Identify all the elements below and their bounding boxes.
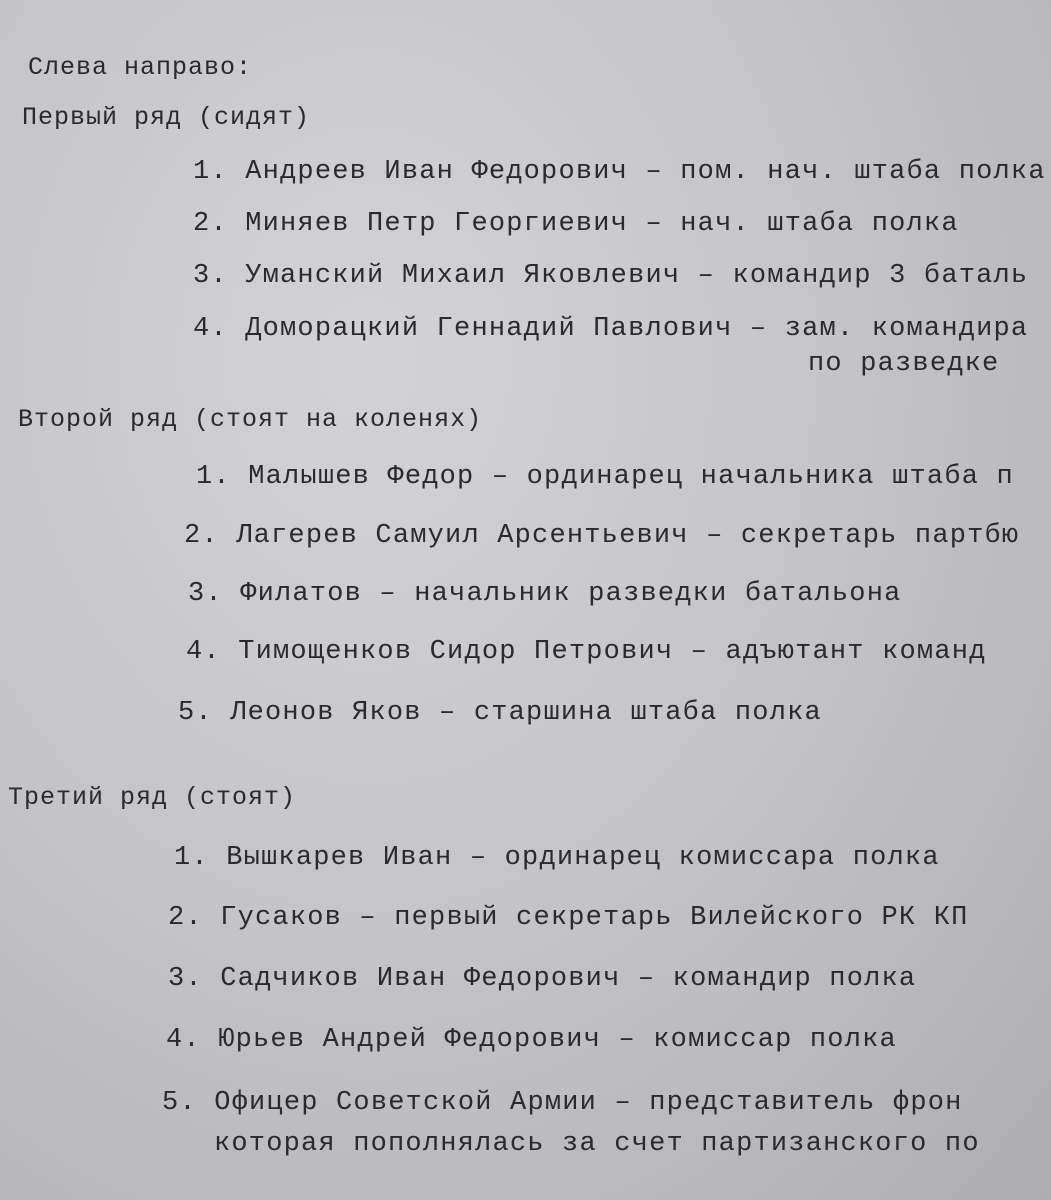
list-item: 2. Миняев Петр Георгиевич – нач. штаба полка [193, 209, 959, 239]
list-item: 1. Вышкарев Иван – ординарец комиссара полка [174, 843, 940, 873]
list-item-continuation: которая пополнялась за счет партизанского по [214, 1129, 980, 1159]
list-item: 3. Садчиков Иван Федорович – командир полка [168, 964, 917, 994]
list-item: 4. Юрьев Андрей Федорович – комиссар полка [166, 1025, 897, 1055]
list-item: 3. Филатов – начальник разведки батальона [188, 579, 902, 609]
list-item: 3. Уманский Михаил Яковлевич – командир 3 баталь [193, 261, 1029, 291]
section-heading-third-row: Третий ряд (стоят) [8, 783, 297, 812]
list-item: 1. Малышев Федор – ординарец начальника штаба п [196, 462, 1014, 492]
list-item: 5. Леонов Яков – старшина штаба полка [178, 698, 822, 728]
list-item: 2. Лагерев Самуил Арсентьевич – секретарь партбю [184, 521, 1020, 551]
list-item: 5. Офицер Советской Армии – представитель фрон [162, 1088, 963, 1118]
list-item: 1. Андреев Иван Федорович – пом. нач. штаба полка [193, 157, 1046, 187]
list-item: 2. Гусаков – первый секретарь Вилейского РК КП [168, 903, 969, 933]
list-item-continuation: по разведке [808, 349, 1000, 379]
list-item: 4. Тимощенков Сидор Петрович – адъютант команд [186, 637, 987, 667]
list-item: 4. Доморацкий Геннадий Павлович – зам. командира [193, 314, 1029, 344]
section-heading-first-row: Первый ряд (сидят) [22, 103, 311, 132]
intro-text: Слева направо: [28, 53, 253, 82]
section-heading-second-row: Второй ряд (стоят на коленях) [18, 405, 483, 434]
